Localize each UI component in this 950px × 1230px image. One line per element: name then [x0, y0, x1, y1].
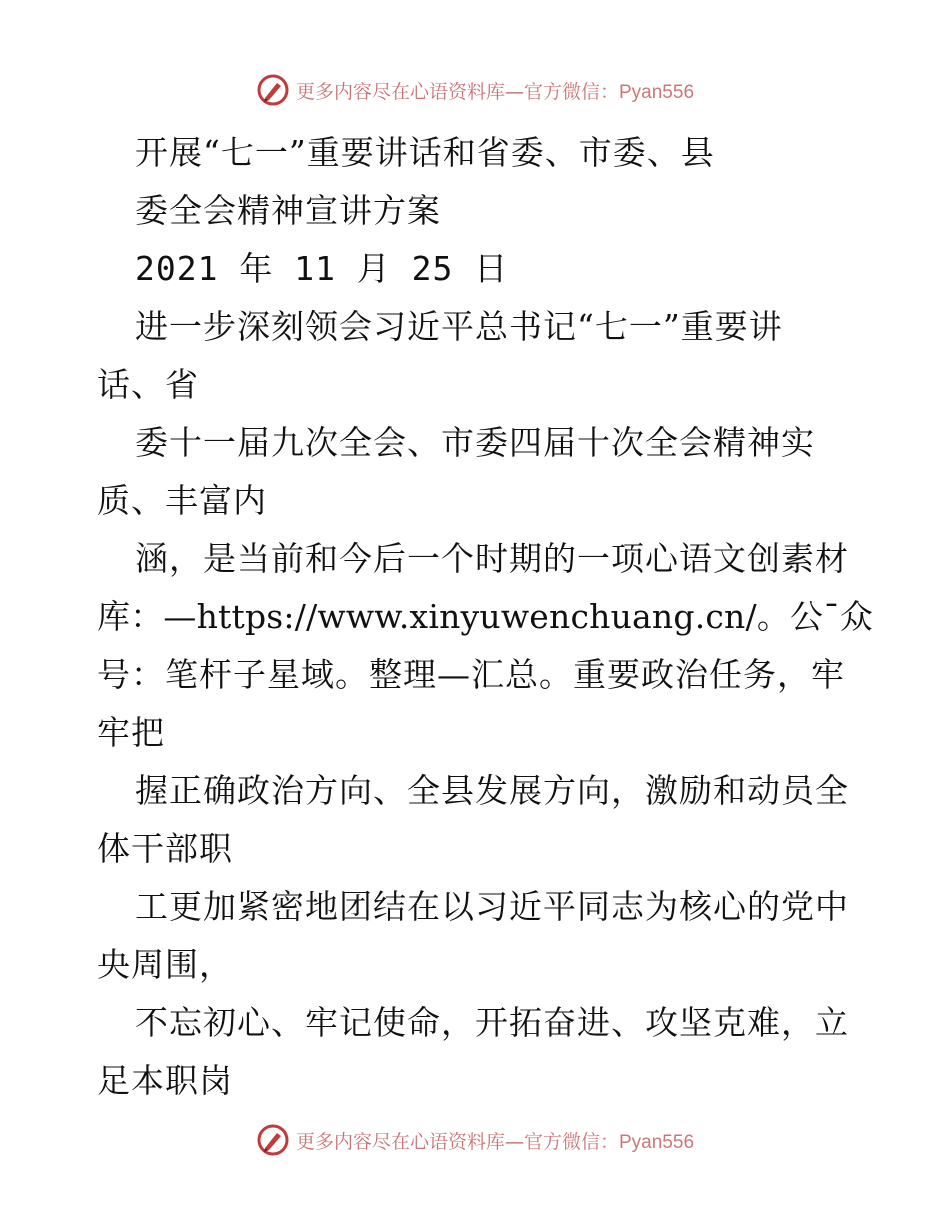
banner-label: 官方微信： — [523, 1130, 619, 1153]
paragraph-line: 央周围， — [97, 945, 233, 984]
banner-dash: — — [504, 80, 524, 103]
paragraph-line: 库：—https://www.xinyuwenchuang.cn/。公¯众 — [97, 597, 874, 636]
paragraph-line: 不忘初心、牢记使命，开拓奋进、攻坚克难，立 — [135, 1003, 849, 1042]
pen-logo-icon — [256, 1123, 290, 1157]
banner-wechat-id: Pyan556 — [619, 81, 695, 103]
paragraph-line: 握正确政治方向、全县发展方向，激励和动员全 — [135, 771, 849, 810]
banner-label: 官方微信： — [523, 80, 619, 103]
paragraph-line: 牢把 — [97, 713, 165, 752]
paragraph-line: 进一步深刻领会习近平总书记“七一”重要讲 — [135, 307, 783, 346]
doc-title-line-1: 开展“七一”重要讲话和省委、市委、县 — [135, 133, 715, 172]
paragraph-line: 体干部职 — [97, 829, 233, 868]
banner-text — [296, 1127, 694, 1154]
paragraph-line: 工更加紧密地团结在以习近平同志为核心的党中 — [135, 887, 849, 926]
doc-title-line-2: 委全会精神宣讲方案 — [135, 191, 441, 230]
paragraph-line: 号：笔杆子星域。整理—汇总。重要政治任务，牢 — [97, 655, 845, 694]
banner-text — [296, 77, 694, 104]
document-body — [97, 124, 874, 1110]
paragraph-line: 话、省 — [97, 365, 199, 404]
paragraph-line: 质、丰富内 — [97, 481, 267, 520]
doc-date: 2021 年 11 月 25 日 — [135, 249, 509, 288]
pen-logo-icon — [256, 73, 290, 107]
footer-banner — [0, 1120, 950, 1160]
banner-wechat-id: Pyan556 — [619, 1131, 695, 1153]
paragraph-line: 委十一届九次全会、市委四届十次全会精神实 — [135, 423, 815, 462]
banner-slogan: 更多内容尽在心语资料库 — [295, 80, 505, 103]
header-banner — [0, 70, 950, 110]
paragraph-line: 涵，是当前和今后一个时期的一项心语文创素材 — [135, 539, 849, 578]
paragraph-line: 足本职岗 — [97, 1061, 233, 1100]
banner-dash: — — [504, 1130, 524, 1153]
banner-slogan: 更多内容尽在心语资料库 — [295, 1130, 505, 1153]
